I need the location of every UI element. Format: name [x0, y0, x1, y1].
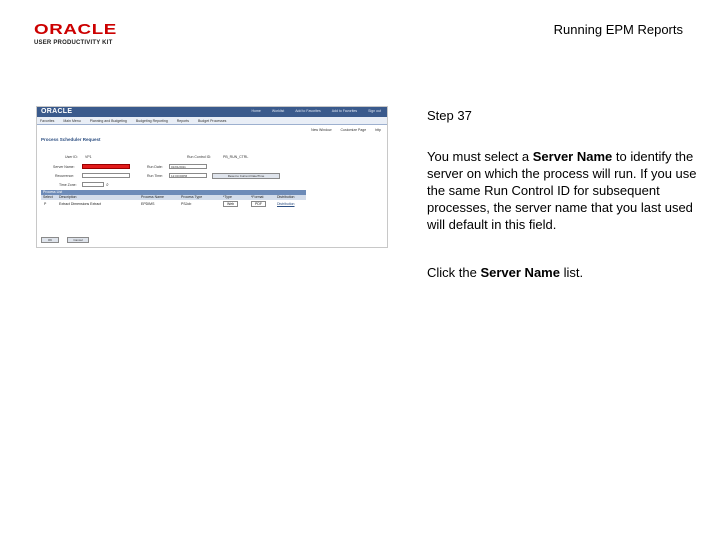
instruction-part2: to identify the server on which the process will run. If you use the same Run Control ID for subsequent processes, the server name that you last used will default in this field. — [427, 149, 697, 232]
click-server-name: Server Name — [480, 265, 560, 280]
row-process-type: PSJob — [181, 202, 192, 206]
app-top-links — [242, 109, 381, 113]
tool-http[interactable]: http — [375, 128, 381, 132]
click-part1: Click the — [427, 265, 481, 280]
menu-budget-reporting[interactable]: Budgeting Reporting — [135, 119, 168, 123]
row-distribution-link[interactable]: Distribution — [277, 202, 295, 206]
link-home[interactable]: Home — [251, 109, 261, 113]
cancel-button[interactable]: Cancel — [67, 237, 89, 243]
menu-budget-processes[interactable]: Budget Processes — [198, 119, 227, 123]
col-format: *Format — [251, 195, 264, 199]
ok-button[interactable]: OK — [41, 237, 59, 243]
run-date-field[interactable]: 01/01/2011 — [169, 164, 207, 169]
user-id-label: User ID: — [65, 155, 78, 159]
tool-customize-page[interactable]: Customize Page — [340, 128, 367, 132]
row-type-dropdown[interactable]: Web — [223, 201, 238, 207]
server-name-dropdown[interactable] — [82, 164, 130, 169]
time-zone-label: Time Zone: — [59, 183, 77, 187]
row-description: Extract Dimensions Extract — [59, 202, 102, 206]
reset-datetime-button[interactable]: Reset to Current Date/Time — [212, 173, 280, 179]
application-screenshot — [36, 106, 388, 248]
app-page-title: Process Scheduler Request — [41, 137, 101, 142]
app-menu-bar — [37, 117, 387, 125]
process-list-header: Process List — [41, 190, 306, 195]
instruction-server-name: Server Name — [532, 149, 613, 164]
lookup-icon[interactable]: ⌕ — [106, 182, 109, 188]
menu-planning[interactable]: Planning and Budgeting — [89, 119, 127, 123]
run-time-label: Run Time: — [147, 174, 163, 178]
col-process-type: Process Type — [181, 195, 203, 199]
menu-favorites[interactable]: Favorites — [40, 119, 55, 123]
step-number: Step 37 — [427, 108, 472, 123]
run-control-label: Run Control ID: — [187, 155, 212, 159]
link-sign-out[interactable]: Sign out — [368, 109, 381, 113]
recurrence-dropdown[interactable] — [82, 173, 130, 178]
link-worklist[interactable]: Worklist — [271, 109, 285, 113]
row-format-dropdown[interactable]: PDF — [251, 201, 266, 207]
server-name-label: Server Name: — [53, 165, 75, 169]
tool-new-window[interactable]: New Window — [311, 128, 332, 132]
document-title: Running EPM Reports — [553, 22, 683, 37]
menu-main[interactable]: Main Menu — [63, 119, 81, 123]
process-list-columns — [41, 195, 306, 200]
logo-oracle-text: ORACLE — [34, 21, 117, 38]
col-type: *Type — [223, 195, 232, 199]
time-zone-field[interactable] — [82, 182, 104, 187]
app-header-bar — [37, 107, 387, 117]
app-oracle-logo: ORACLE — [41, 108, 73, 115]
user-id-value: VP1 — [85, 155, 92, 159]
click-part2: list. — [559, 265, 584, 280]
row-process-name: EPDIMS — [141, 202, 155, 206]
instruction-text — [427, 148, 697, 233]
link-add-favorites-2[interactable]: Add to Favorites — [331, 109, 358, 113]
table-row — [41, 201, 306, 207]
logo-kit-text: USER PRODUCTIVITY KIT — [34, 40, 113, 46]
col-distribution: Distribution — [277, 195, 295, 199]
run-time-field[interactable]: 12:00:00PM — [169, 173, 207, 178]
recurrence-label: Recurrence: — [55, 174, 75, 178]
click-instruction — [427, 265, 697, 280]
run-control-value: PB_RUN_CTRL — [223, 155, 249, 159]
col-process-name: Process Name — [141, 195, 164, 199]
menu-reports[interactable]: Reports — [176, 119, 190, 123]
col-description: Description — [59, 195, 77, 199]
row-select-checkbox[interactable]: P — [44, 202, 47, 206]
run-date-label: Run Date: — [147, 165, 163, 169]
link-add-favorites[interactable]: Add to Favorites — [295, 109, 321, 113]
col-select: Select — [43, 195, 53, 199]
instruction-part1: You must select a — [427, 149, 533, 164]
app-toolbar — [37, 125, 387, 133]
oracle-upk-logo — [34, 22, 126, 46]
